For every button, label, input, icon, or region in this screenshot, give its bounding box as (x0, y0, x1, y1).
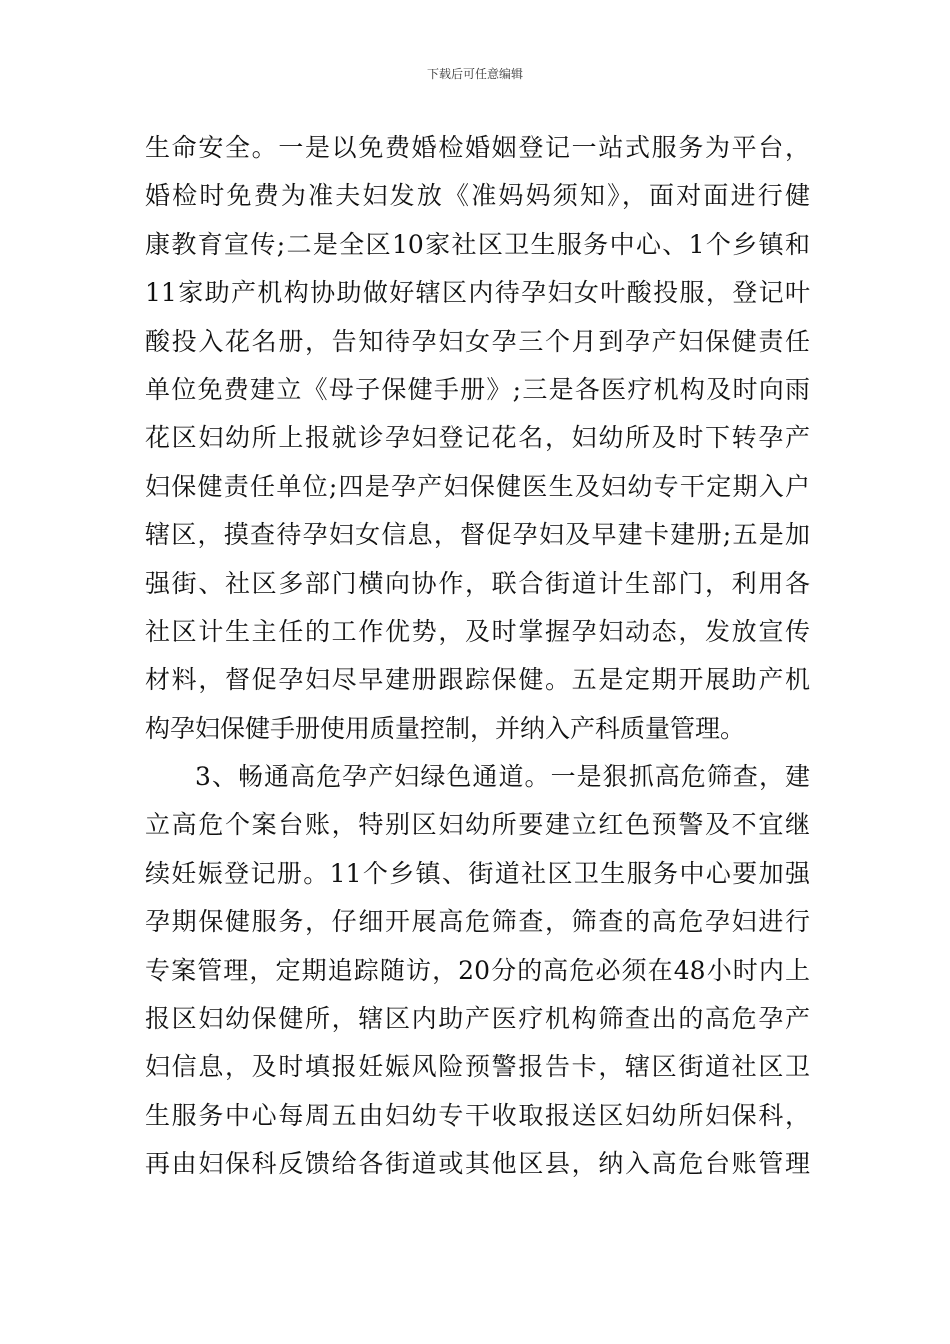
text-line: 强街、社区多部门横向协作，联合街道计生部门，利用各 (145, 568, 810, 598)
paragraph-first-line: 3、畅通高危孕产妇绿色通道。一是狠抓高危筛查，建 (195, 762, 810, 792)
text-line: 立高危个案台账，特别区妇幼所要建立红色预警及不宜继 (145, 810, 810, 840)
text-line: 妇保健责任单位;四是孕产妇保健医生及妇幼专干定期入户 (145, 471, 810, 501)
page-header: 下载后可任意编辑 (426, 67, 523, 81)
text-line: 生服务中心每周五由妇幼专干收取报送区妇幼所妇保科， (145, 1100, 810, 1130)
text-line: 妇信息，及时填报妊娠风险预警报告卡，辖区街道社区卫 (145, 1052, 810, 1082)
text-line: 婚检时免费为准夫妇发放《准妈妈须知》，面对面进行健 (145, 181, 810, 211)
text-line: 专案管理，定期追踪随访，20分的高危必须在48小时内上 (145, 955, 810, 985)
text-line: 报区妇幼保健所，辖区内助产医疗机构筛查出的高危孕产 (145, 1004, 810, 1034)
text-line: 酸投入花名册，告知待孕妇女孕三个月到孕产妇保健责任 (145, 326, 810, 356)
text-line: 续妊娠登记册。11个乡镇、街道社区卫生服务中心要加强 (145, 858, 810, 888)
text-line: 社区计生主任的工作优势，及时掌握孕妇动态，发放宣传 (145, 616, 810, 646)
text-line: 孕期保健服务，仔细开展高危筛查，筛查的高危孕妇进行 (145, 907, 810, 937)
text-line: 单位免费建立《母子保健手册》;三是各医疗机构及时向雨 (145, 374, 810, 404)
text-line: 康教育宣传;二是全区10家社区卫生服务中心、1个乡镇和 (145, 229, 810, 259)
text-line: 材料，督促孕妇尽早建册跟踪保健。五是定期开展助产机 (145, 665, 810, 695)
text-line: 生命安全。一是以免费婚检婚姻登记一站式服务为平台， (145, 133, 810, 162)
text-line: 花区妇幼所上报就诊孕妇登记花名，妇幼所及时下转孕产 (145, 423, 810, 453)
text-line: 构孕妇保健手册使用质量控制，并纳入产科质量管理。 (145, 713, 746, 743)
text-line: 再由妇保科反馈给各街道或其他区县，纳入高危台账管理 (145, 1149, 810, 1179)
text-line: 11家助产机构协助做好辖区内待孕妇女叶酸投服，登记叶 (145, 278, 810, 308)
document-body (145, 124, 810, 1189)
text-line: 辖区，摸查待孕妇女信息，督促孕妇及早建卡建册;五是加 (145, 520, 810, 550)
